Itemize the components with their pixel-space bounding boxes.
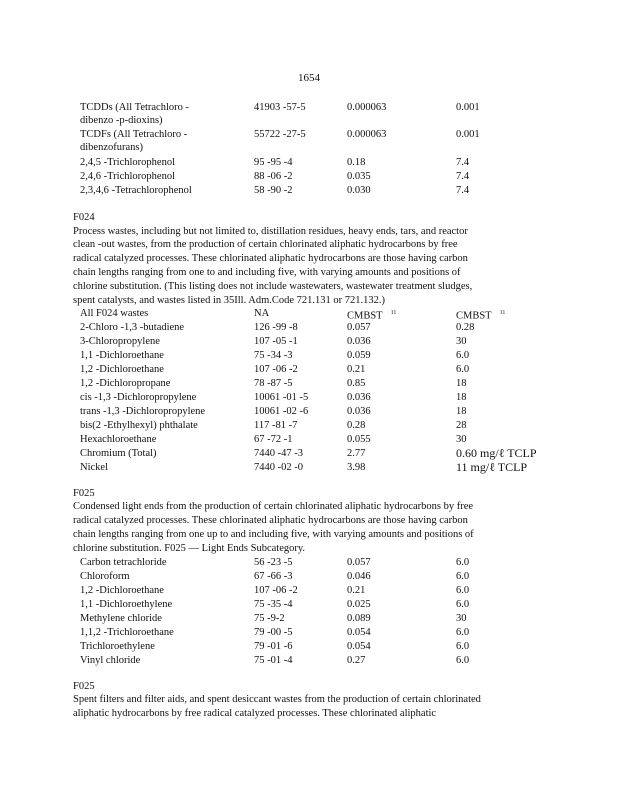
table-cell-ww: 0.21 — [347, 364, 366, 375]
table-cell-name: Chromium (Total) — [80, 448, 157, 459]
table-cell-ww: 0.054 — [347, 641, 371, 652]
table-cell-cas: 10061 -01 -5 — [254, 392, 309, 403]
table-cell-cas: 56 -23 -5 — [254, 557, 293, 568]
table-cell-ww: 0.18 — [347, 157, 366, 168]
table-cell-cas: 7440 -02 -0 — [254, 462, 303, 473]
table-cell-nww: 30 — [456, 336, 467, 347]
description-line: chain lengths ranging from one up to and including five, with varying amounts and positions of — [73, 529, 474, 540]
section-code-f024: F024 — [73, 212, 95, 223]
table-cell-name: 1,1 -Dichloroethylene — [80, 599, 173, 610]
table-cell-nww: 30 — [456, 613, 467, 624]
table-cell-ww: 0.055 — [347, 434, 371, 445]
table-cell-cas: 58 -90 -2 — [254, 185, 293, 196]
table-cell-ww: 0.046 — [347, 571, 371, 582]
table-cell-ww: 0.036 — [347, 392, 371, 403]
table-cell-nww: 30 — [456, 434, 467, 445]
table-cell-nww: 0.28 — [456, 322, 475, 333]
table-cell-cas: 75 -35 -4 — [254, 599, 293, 610]
table-cell-nww: 11 mg/ℓ TCLP — [456, 460, 528, 474]
description-line: spent catalysts, and wastes listed in 35Ill. Adm.Code 721.131 or 721.132.) — [73, 295, 386, 306]
table-cell-nww: 7.4 — [456, 171, 470, 182]
table-cell-nww: 0.001 — [456, 129, 480, 140]
table-cell-name: Methylene chloride — [80, 613, 162, 624]
table-cell-ww: 0.059 — [347, 350, 371, 361]
table-cell-nww: 6.0 — [456, 627, 470, 638]
table-cell-ww: 0.089 — [347, 613, 371, 624]
table-cell-ww: 0.28 — [347, 420, 366, 431]
table-cell-cas: 67 -72 -1 — [254, 434, 293, 445]
table-cell-cas: 10061 -02 -6 — [254, 406, 309, 417]
table-header-name: All F024 wastes — [80, 308, 149, 319]
table-cell-name: cis -1,3 -Dichloropropylene — [80, 392, 197, 403]
table-cell-cas: 67 -66 -3 — [254, 571, 293, 582]
section-code-f025: F025 — [73, 681, 95, 692]
table-cell-cas: 95 -95 -4 — [254, 157, 293, 168]
table-cell-name: Trichloroethylene — [80, 641, 155, 652]
table-cell-name: Hexachloroethane — [80, 434, 157, 445]
table-cell-ww: 0.025 — [347, 599, 371, 610]
table-cell-cas: 79 -00 -5 — [254, 627, 293, 638]
table-cell-ww: 2.77 — [347, 448, 366, 459]
table-cell-cas: 55722 -27-5 — [254, 129, 306, 140]
description-line: radical catalyzed processes. These chlorinated aliphatic hydrocarbons are those having carbon — [73, 253, 468, 264]
table-cell-name: 2-Chloro -1,3 -butadiene — [80, 322, 185, 333]
table-cell-ww: 0.85 — [347, 378, 366, 389]
table-cell-cas: 126 -99 -8 — [254, 322, 298, 333]
description-line: chlorine substitution. (This listing does not include wastewaters, wastewater treatment sludges, — [73, 281, 473, 292]
description-line: aliphatic hydrocarbons by free radical catalyzed processes. These chlorinated aliphatic — [73, 708, 437, 719]
table-cell-nww: 18 — [456, 406, 467, 417]
table-cell-name: Nickel — [80, 462, 108, 473]
table-cell-name: dibenzofurans) — [80, 142, 143, 153]
table-cell-cas: 107 -06 -2 — [254, 364, 298, 375]
table-header-nww: CMBST $^{11}$ — [456, 310, 506, 322]
table-cell-name: dibenzo -p-dioxins) — [80, 115, 163, 126]
table-cell-name: 2,4,5 -Trichlorophenol — [80, 157, 175, 168]
table-cell-nww: 7.4 — [456, 157, 470, 168]
description-line: chain lengths ranging from one to and including five, with varying amounts and positions of — [73, 267, 461, 278]
page-number: 1654 — [298, 72, 320, 84]
table-cell-name: Chloroform — [80, 571, 130, 582]
table-cell-name: 1,2 -Dichloroethane — [80, 585, 164, 596]
table-cell-name: 2,3,4,6 -Tetrachlorophenol — [80, 185, 192, 196]
table-cell-ww: 0.000063 — [347, 129, 387, 140]
table-cell-name: 1,1 -Dichloroethane — [80, 350, 164, 361]
table-cell-ww: 0.036 — [347, 336, 371, 347]
description-line: radical catalyzed processes. These chlorinated aliphatic hydrocarbons are those having carbon — [73, 515, 468, 526]
table-cell-ww: 0.21 — [347, 585, 366, 596]
table-cell-name: 1,2 -Dichloropropane — [80, 378, 171, 389]
table-cell-name: 2,4,6 -Trichlorophenol — [80, 171, 175, 182]
description-line: Spent filters and filter aids, and spent desiccant wastes from the production of certain chlorinated — [73, 694, 481, 705]
table-cell-name: Carbon tetrachloride — [80, 557, 167, 568]
table-cell-nww: 6.0 — [456, 585, 470, 596]
table-cell-cas: 7440 -47 -3 — [254, 448, 303, 459]
table-cell-ww: 0.030 — [347, 185, 371, 196]
table-cell-cas: 107 -05 -1 — [254, 336, 298, 347]
table-cell-ww: 0.035 — [347, 171, 371, 182]
description-line: Condensed light ends from the production of certain chlorinated aliphatic hydrocarbons by free — [73, 501, 474, 512]
table-cell-name: 1,1,2 -Trichloroethane — [80, 627, 174, 638]
table-header-cas: NA — [254, 308, 270, 319]
table-cell-ww: 0.057 — [347, 322, 371, 333]
table-cell-nww: 6.0 — [456, 364, 470, 375]
section-code-f025: F025 — [73, 488, 95, 499]
table-cell-cas: 107 -06 -2 — [254, 585, 298, 596]
table-cell-nww: 6.0 — [456, 350, 470, 361]
table-cell-name: Vinyl chloride — [80, 655, 141, 666]
table-cell-nww: 0.001 — [456, 102, 480, 113]
table-cell-ww: 3.98 — [347, 462, 366, 473]
table-cell-name: 1,2 -Dichloroethane — [80, 364, 164, 375]
description-line: chlorine substitution. F025 — Light Ends Subcategory. — [73, 543, 306, 554]
table-cell-nww: 28 — [456, 420, 467, 431]
table-cell-cas: 41903 -57-5 — [254, 102, 306, 113]
table-cell-nww: 18 — [456, 392, 467, 403]
table-cell-ww: 0.036 — [347, 406, 371, 417]
table-cell-name: trans -1,3 -Dichloropropylene — [80, 406, 206, 417]
table-cell-name: bis(2 -Ethylhexyl) phthalate — [80, 420, 198, 431]
table-cell-ww: 0.27 — [347, 655, 366, 666]
description-line: Process wastes, including but not limited to, distillation residues, heavy ends, tars, and reactor — [73, 226, 468, 237]
table-cell-nww: 6.0 — [456, 641, 470, 652]
table-cell-cas: 79 -01 -6 — [254, 641, 293, 652]
table-header-ww: CMBST $^{11}$ — [347, 310, 397, 322]
table-cell-cas: 88 -06 -2 — [254, 171, 293, 182]
table-cell-nww: 6.0 — [456, 571, 470, 582]
table-cell-name: TCDFs (All Tetrachloro - — [80, 129, 188, 140]
table-cell-nww: 6.0 — [456, 599, 470, 610]
table-cell-ww: 0.057 — [347, 557, 371, 568]
table-cell-name: 3-Chloropropylene — [80, 336, 160, 347]
table-cell-nww: 0.60 mg/ℓ TCLP — [456, 446, 537, 460]
table-cell-nww: 6.0 — [456, 557, 470, 568]
table-cell-cas: 75 -9-2 — [254, 613, 285, 624]
table-cell-cas: 117 -81 -7 — [254, 420, 298, 431]
table-cell-cas: 75 -34 -3 — [254, 350, 293, 361]
table-cell-ww: 0.054 — [347, 627, 371, 638]
table-cell-nww: 6.0 — [456, 655, 470, 666]
table-cell-nww: 18 — [456, 378, 467, 389]
description-line: clean -out wastes, from the production of certain chlorinated aliphatic hydrocarbons by free — [73, 239, 458, 250]
table-cell-cas: 75 -01 -4 — [254, 655, 293, 666]
table-cell-name: TCDDs (All Tetrachloro - — [80, 102, 190, 113]
table-cell-ww: 0.000063 — [347, 102, 387, 113]
table-cell-nww: 7.4 — [456, 185, 470, 196]
table-cell-cas: 78 -87 -5 — [254, 378, 293, 389]
